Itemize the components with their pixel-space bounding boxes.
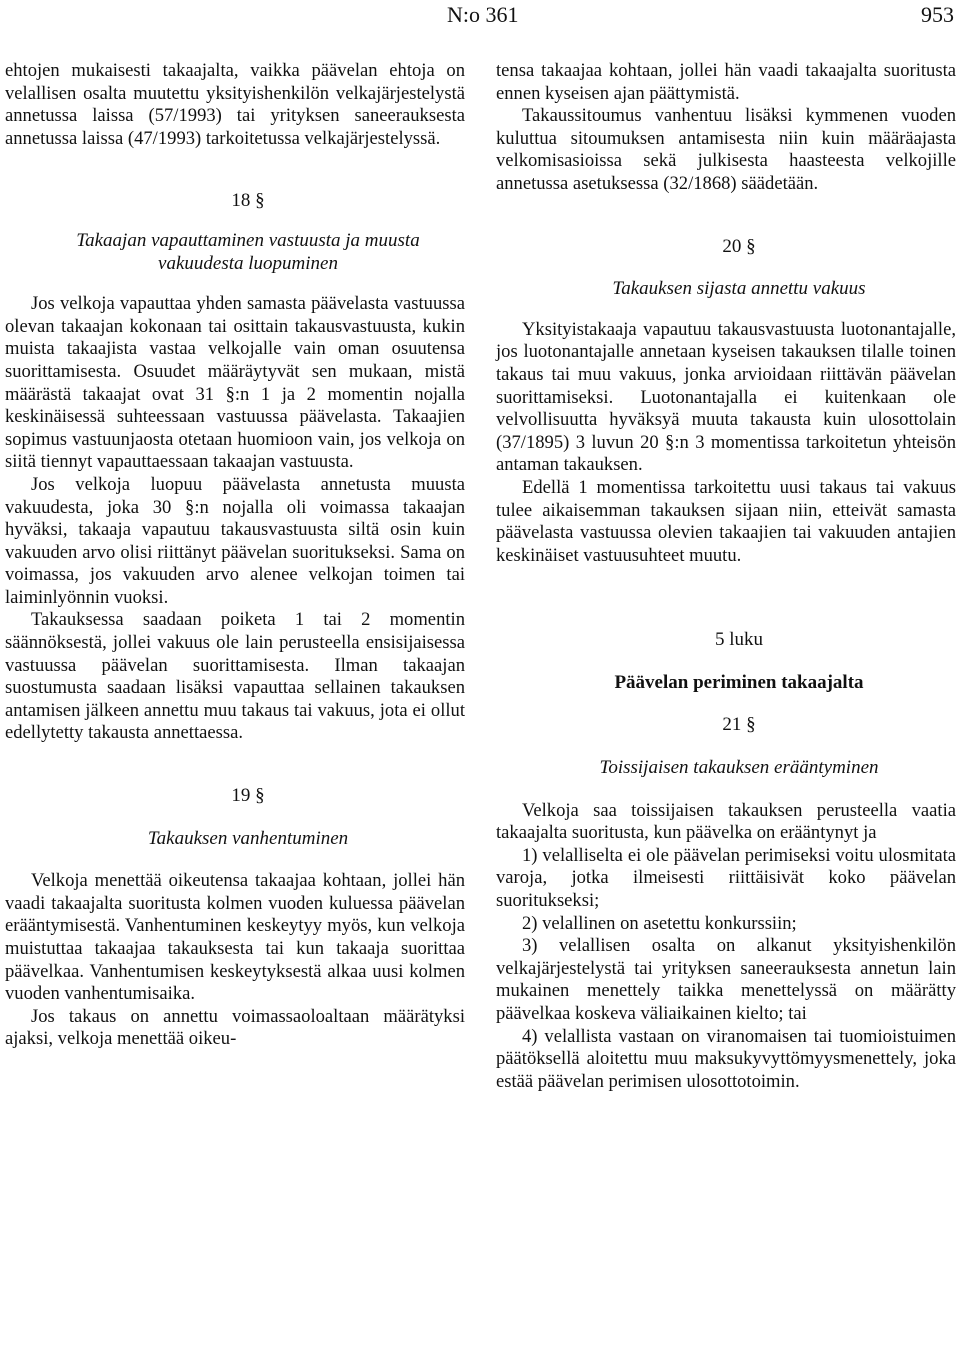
section-20-title: Takauksen sijasta annettu vakuus [612,278,866,300]
list-item-4: 4) velallista vastaan on viranomaisen tai tuomioistuimen päätöksellä aloitettu muu maksukyvyttömyysmenettely, joka estää päävelan perimisen ulosottotoimin. [496,1025,956,1092]
section-18-paragraph-3: Takauksessa saadaan poiketa 1 tai 2 momentin säännöksestä, jollei vakuus ole lain perusteella ensisijaisessa vastuussa päävelan suorittamisesta. Ilman takaajan suostumusta saadaan lisäksi vapauttaa sellainen takauksen antamisen jälkeen annettu muu takaus tai vakuus, jota ei ollut edellytetty takausta annettaessa. [5,609,465,744]
right-column [496,60,956,1093]
section-21-paragraph-1: Velkoja saa toissijaisen takauksen perusteella vaatia takaajalta suoritusta, kun päävelka on erääntynyt ja [496,799,956,844]
section-19-paragraph-2: Jos takaus on annettu voimassaoloaltaan määrätyksi ajaksi, velkoja menettää oikeu- [5,1005,465,1050]
paragraph: Takaussitoumus vanhentuu lisäksi kymmenen vuoden kuluttua sitoumuksen antamisesta niin kuin määräajasta velkomisasioissa sekä julkisesta haasteesta velkojille annetussa asetuksessa (32/1868) säädetään. [496,105,956,194]
chapter-number: 5 luku [714,629,764,651]
section-18-paragraph-1: Jos velkoja vapauttaa yhden samasta päävelasta vastuussa olevan takaajan kokonaan tai osittain takausvastuusta, kukin muista takaajista vastaa velkojalle vain oman osuutensa suorittamisesta. Osuudet määräytyvät sen mukaan, mistä määrästä takaajat ovat 31 §:n 1 ja 2 momentin nojalla keskinäisessä suhteessaan vastuussa päävelasta. Takaajien sopimus vastuunjaosta otetaan huomioon vain, jos velkoja on siitä tiennyt vapauttaessaan takaajan vastuusta. [5,293,465,473]
section-18-paragraph-2: Jos velkoja luopuu päävelasta annetusta muusta vakuudesta, joka 30 §:n nojalla oli voimassa takaajan hyväksi, takaaja vapautuu takausvastuusta siltä osin kuin vakuuden arvo olisi riittänyt päävelan suoritukseksi. Sama on voimassa, jos vakuuden arvo alenee velkojan toimen tai laiminlyönnin vuoksi. [5,473,465,608]
section-19-title: Takauksen vanhentuminen [147,827,349,849]
list-item-1: 1) velalliselta ei ole päävelan perimiseksi voitu ulosmitata varoja, jotka ilmeisesti riittäisivät koko päävelan suoritukseksi; [496,844,956,912]
left-column [5,60,465,1051]
section-21-number: 21 § [722,714,756,736]
section-20-number: 20 § [722,235,756,257]
page-header [0,0,960,34]
section-20-paragraph-1: Yksityistakaaja vapautuu takausvastuusta luotonantajalle, jos luotonantajalle annetaan kyseisen takauksen tilalle toinen takaus tai muu vakuus, jonka arvioidaan riittävän päävelan suorittamiseksi. Luotonantajalla ei kuitenkaan ole velvollisuutta hyväksyä muuta takausta kuin ulosottolain (37/1895) 3 luvun 20 §:n 3 momentissa tarkoitetun yhteisön antaman takauksen. [496,318,956,476]
section-18-title-line2: vakuudesta luopuminen [158,252,338,274]
document-number: N:o 361 [447,2,519,27]
section-19-paragraph-1: Velkoja menettää oikeutensa takaajaa kohtaan, jollei hän vaadi takaajalta suoritusta kolmen vuoden kuluessa päävelan erääntymisestä. Vanhentuminen keskeytyy myös, kun velkoja muistuttaa takaajaa takauksesta tai kun takaaja suorittaa päävelkaa. Vanhentumisen keskeytyksestä alkaa uusi kolmen vuoden vanhentumisaika. [5,870,465,1005]
paragraph-continued: ehtojen mukaisesti takaajalta, vaikka päävelan ehtoja on velallisen osalta muutettu yksityishenkilön velkajärjestelystä annetussa laissa (57/1993) tai yrityksen saneerauksesta annetussa laissa (47/1993) tarkoitetussa velkajärjestelyssä. [5,60,465,149]
section-18-title-line1: Takaajan vapauttaminen vastuusta ja muusta [76,229,420,251]
section-21-title: Toissijaisen takauksen erääntyminen [599,757,879,779]
chapter-title: Päävelan periminen takaajalta [614,671,864,693]
page-number: 953 [921,2,954,27]
list-item-2: 2) velallinen on asetettu konkurssiin; [522,912,797,934]
section-20-paragraph-2: Edellä 1 momentissa tarkoitettu uusi takaus tai vakuus tulee aikaisemman takauksen sijaan niin, etteivät samasta päävelasta vastuussa olevien takaajien tai vakuuden antajien keskinäiset vastuusuhteet muutu. [496,476,956,566]
section-18-number: 18 § [231,190,265,212]
list-item-3: 3) velallisen osalta on alkanut yksityishenkilön velkajärjestelystä tai yrityksen saneerauksesta annetun lain mukainen menettely taikka menettelyssä on määrätty päävelkaa koskeva väliaikainen kielto; tai [496,935,956,1024]
paragraph-continued: tensa takaajaa kohtaan, jollei hän vaadi takaajalta suoritusta ennen kyseisen ajan päättymistä. [496,60,956,104]
section-19-number: 19 § [231,785,265,807]
